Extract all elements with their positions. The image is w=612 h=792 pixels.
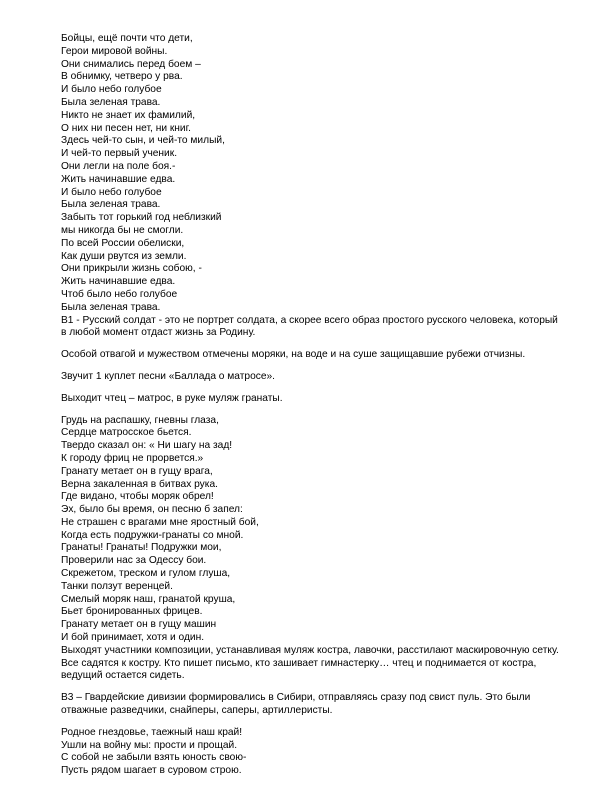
document-page bbox=[61, 33, 561, 778]
poem-line: Здесь чей-то сын, и чей-то милый, bbox=[61, 135, 225, 147]
poem-line: Герои мировой войны. bbox=[61, 45, 168, 57]
poem-line: Танки ползут веренцей. bbox=[61, 580, 173, 592]
paragraph-sailors: Особой отвагой и мужеством отмечены моряки, на воде и на суше защищавшие рубежи отчизны. bbox=[61, 349, 526, 361]
poem-line: Смелый моряк наш, гранатой круша, bbox=[61, 593, 236, 605]
poem-line: Бойцы, ещё почти что дети, bbox=[61, 33, 193, 44]
poem-line: Они прикрыли жизнь собою, - bbox=[61, 263, 202, 275]
paragraph-v1: В1 - Русский солдат - это не портрет солдата, а скорее всего образ простого русского человека, который в любой момент отдаст жизнь за Родину. bbox=[61, 314, 558, 339]
poem-line: Верна закаленная в битвах рука. bbox=[61, 478, 218, 490]
poem-line: Была зеленая трава. bbox=[61, 301, 161, 313]
poem-line: И было небо голубое bbox=[61, 84, 162, 96]
poem-line: Пусть рядом шагает в суровом строю. bbox=[61, 765, 242, 777]
poem-line: Грудь на распашку, гневны глаза, bbox=[61, 414, 219, 426]
poem-line: По всей России обелиски, bbox=[61, 237, 185, 249]
poem-line: Они легли на поле боя.- bbox=[61, 160, 176, 172]
poem-line: Сердце матросское бьется. bbox=[61, 427, 192, 439]
poem-line: мы никогда бы не смогли. bbox=[61, 224, 184, 236]
poem-line: Была зеленая трава. bbox=[61, 199, 161, 211]
poem-line: В обнимку, четверо у рва. bbox=[61, 71, 183, 83]
poem-line: Жить начинавшие едва. bbox=[61, 276, 176, 288]
poem-line: Гранату метает он в гущу врага, bbox=[61, 465, 213, 477]
paragraph-reader-cue: Выходит чтец – матрос, в руке муляж гранаты. bbox=[61, 392, 283, 404]
poem-line: Жить начинавшие едва. bbox=[61, 173, 176, 185]
poem-line: И бой принимает, хотя и один. bbox=[61, 632, 205, 644]
poem-line: С собой не забыли взять юность свою- bbox=[61, 752, 247, 764]
poem-soldiers bbox=[61, 33, 561, 315]
poem-line: Как души рвутся из земли. bbox=[61, 250, 187, 262]
poem-line: Твердо сказал он: « Ни шагу на зад! bbox=[61, 440, 233, 452]
poem-line: Родное гнездовье, таежный наш край! bbox=[61, 726, 243, 738]
poem-line: Гранаты! Гранаты! Подружки мои, bbox=[61, 542, 222, 554]
poem-line: Когда есть подружки-гранаты со мной. bbox=[61, 529, 244, 541]
poem-line: Эх, было бы время, он песню б запел: bbox=[61, 504, 243, 516]
poem-line: Бьет бронированных фрицев. bbox=[61, 606, 203, 618]
paragraph-participants: Выходят участники композиции, устанавливая муляж костра, лавочки, расстилают маскировочную сетку. Все садятся к костру. Кто пишет письмо, кто зашивает гимнастерку… чтец и поднимается от костра, ведущий остается сидеть. bbox=[61, 644, 559, 682]
poem-line: Не страшен с врагами мне яростный бой, bbox=[61, 516, 259, 528]
poem-line: Гранату метает он в гущу машин bbox=[61, 619, 217, 631]
poem-line: К городу фриц не прорвется.» bbox=[61, 452, 204, 464]
poem-line: Они снимались перед боем – bbox=[61, 58, 201, 70]
poem-line: Скрежетом, треском и гулом глуша, bbox=[61, 568, 231, 580]
poem-line: Где видано, чтобы моряк обрел! bbox=[61, 491, 214, 503]
poem-line: О них ни песен нет, ни книг. bbox=[61, 122, 191, 134]
poem-line: Чтоб было небо голубое bbox=[61, 288, 178, 300]
poem-line: Никто не знает их фамилий, bbox=[61, 109, 196, 121]
paragraph-song-cue: Звучит 1 куплет песни «Баллада о матросе». bbox=[61, 370, 276, 382]
paragraph-v3: В3 – Гвардейские дивизии формировались в Сибири, отправляясь сразу под свист пуль. Это были отважные разведчики, снайперы, саперы, артиллеристы. bbox=[61, 692, 531, 717]
poem-line: Ушли на войну мы: прости и прощай. bbox=[61, 739, 238, 751]
poem-siberia bbox=[61, 727, 561, 778]
poem-sailor bbox=[61, 415, 561, 645]
poem-line: Проверили нас за Одессу бои. bbox=[61, 555, 207, 567]
poem-line: Была зеленая трава. bbox=[61, 96, 161, 108]
poem-line: И чей-то первый ученик. bbox=[61, 148, 178, 160]
poem-line: Забыть тот горький год неблизкий bbox=[61, 212, 222, 224]
poem-line: И было небо голубое bbox=[61, 186, 162, 198]
